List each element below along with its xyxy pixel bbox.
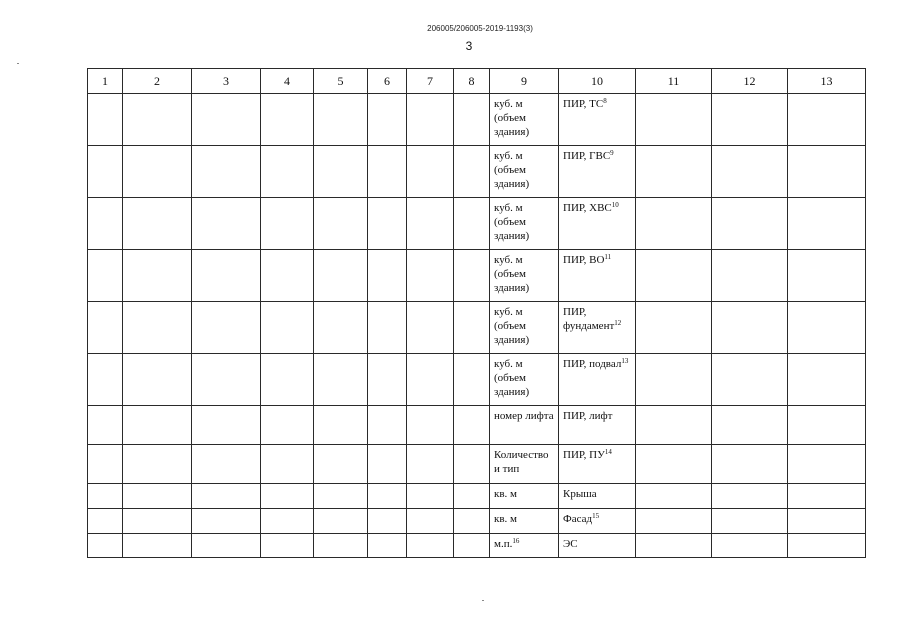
name-cell: Фасад$^{15}$ xyxy=(559,509,636,534)
name-cell: ПИР, ПУ$^{14}$ xyxy=(559,445,636,484)
footnote-ref: 11 xyxy=(604,253,612,261)
scan-speck xyxy=(17,63,19,64)
unit-cell: куб. м (объем здания) xyxy=(490,302,559,354)
name-cell: ПИР, $ТС^8$ xyxy=(559,94,636,146)
column-header: 11 xyxy=(636,69,712,94)
table-row xyxy=(88,94,866,146)
name-cell: Крыша xyxy=(559,484,636,509)
footnote-ref: 10 xyxy=(611,201,619,209)
name-cell: ПИР, ВО$^{11}$ xyxy=(559,250,636,302)
column-header: 1 xyxy=(88,69,123,94)
name-cell: ЭС xyxy=(559,534,636,558)
footnote-ref: 13 xyxy=(621,357,629,365)
table-row xyxy=(88,354,866,406)
footnote-ref: 16 xyxy=(512,537,520,545)
column-header: 2 xyxy=(123,69,192,94)
table-row xyxy=(88,445,866,484)
column-header: 7 xyxy=(407,69,454,94)
unit-cell: Количество и тип xyxy=(490,445,559,484)
unit-cell: куб. м (объем здания) xyxy=(490,94,559,146)
footnote-ref: 9 xyxy=(610,149,614,157)
column-header: 12 xyxy=(712,69,788,94)
table-row xyxy=(88,406,866,445)
document-id: 206005/206005-2019-1193(3) xyxy=(427,24,533,33)
data-table xyxy=(87,68,866,558)
name-cell: ПИР, фундамент$^{12}$ xyxy=(559,302,636,354)
name-cell: ПИР, лифт xyxy=(559,406,636,445)
table-row xyxy=(88,198,866,250)
column-header: 9 xyxy=(490,69,559,94)
column-header: 13 xyxy=(788,69,866,94)
page-number: 3 xyxy=(465,39,473,53)
unit-cell: куб. м (объем здания) xyxy=(490,146,559,198)
footnote-ref: 12 xyxy=(614,319,622,327)
scan-speck xyxy=(482,600,484,601)
column-header: 10 xyxy=(559,69,636,94)
column-header: 4 xyxy=(261,69,314,94)
column-header: 6 xyxy=(368,69,407,94)
table-row xyxy=(88,250,866,302)
unit-cell: куб. м (объем здания) xyxy=(490,198,559,250)
unit-cell: куб. м (объем здания) xyxy=(490,250,559,302)
column-header: 5 xyxy=(314,69,368,94)
table-row xyxy=(88,509,866,534)
footnote-ref: 8 xyxy=(603,97,607,105)
unit-cell: номер лифта xyxy=(490,406,559,445)
unit-cell: м.п.$^{16}$ xyxy=(490,534,559,558)
footnote-ref: 15 xyxy=(592,512,600,520)
table-row xyxy=(88,534,866,558)
table-row xyxy=(88,146,866,198)
table-row xyxy=(88,484,866,509)
unit-cell: куб. м (объем здания) xyxy=(490,354,559,406)
name-cell: ПИР, ГВС$^9$ xyxy=(559,146,636,198)
column-number-row xyxy=(88,69,866,94)
column-header: 3 xyxy=(192,69,261,94)
footnote-ref: 14 xyxy=(604,448,612,456)
table-row xyxy=(88,302,866,354)
column-header: 8 xyxy=(454,69,490,94)
name-cell: ПИР, подвал$^{13}$ xyxy=(559,354,636,406)
unit-cell: кв. м xyxy=(490,509,559,534)
unit-cell: кв. м xyxy=(490,484,559,509)
name-cell: ПИР, ХВС$^{10}$ xyxy=(559,198,636,250)
